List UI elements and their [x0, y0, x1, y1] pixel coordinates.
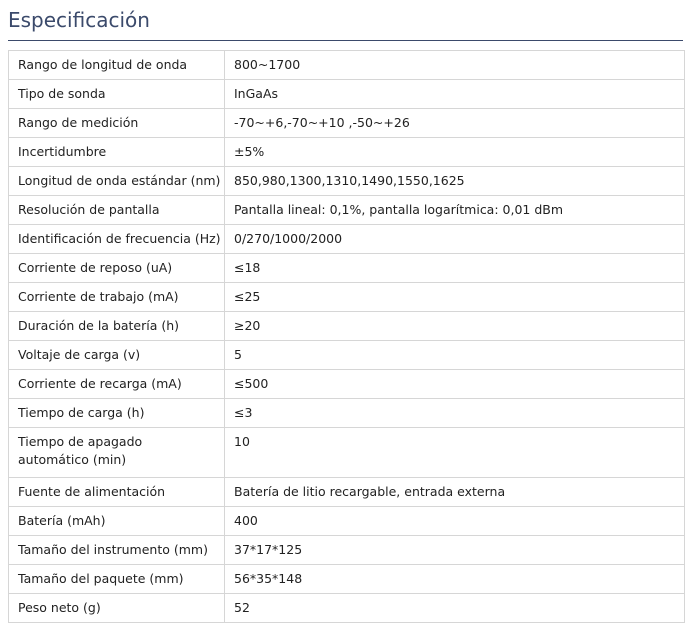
spec-value: 56*35*148 [225, 565, 685, 594]
spec-value: 800~1700 [225, 51, 685, 80]
spec-value: ≤3 [225, 399, 685, 428]
spec-value: ≤18 [225, 254, 685, 283]
table-row [9, 341, 685, 370]
spec-label: Resolución de pantalla [9, 196, 225, 225]
spec-value: 400 [225, 507, 685, 536]
table-row [9, 109, 685, 138]
spec-value: 37*17*125 [225, 536, 685, 565]
table-row [9, 254, 685, 283]
table-row [9, 167, 685, 196]
spec-value: Batería de litio recargable, entrada externa [225, 478, 685, 507]
table-row [9, 196, 685, 225]
spec-label: Corriente de recarga (mA) [9, 370, 225, 399]
spec-table [8, 50, 685, 623]
spec-value: ≤500 [225, 370, 685, 399]
spec-label: Duración de la batería (h) [9, 312, 225, 341]
table-row [9, 565, 685, 594]
table-row [9, 225, 685, 254]
spec-label: Tamaño del paquete (mm) [9, 565, 225, 594]
spec-label: Rango de longitud de onda [9, 51, 225, 80]
spec-value: 10 [225, 428, 685, 478]
spec-value: 52 [225, 594, 685, 623]
spec-label: Corriente de trabajo (mA) [9, 283, 225, 312]
table-row [9, 399, 685, 428]
spec-label: Corriente de reposo (uA) [9, 254, 225, 283]
table-row [9, 283, 685, 312]
table-row [9, 507, 685, 536]
table-row [9, 370, 685, 399]
spec-label: Incertidumbre [9, 138, 225, 167]
section-title: Especificación [8, 8, 150, 32]
spec-value: -70~+6,-70~+10 ,-50~+26 [225, 109, 685, 138]
table-row [9, 594, 685, 623]
table-row [9, 312, 685, 341]
table-row [9, 428, 685, 478]
table-row [9, 138, 685, 167]
spec-label: Identificación de frecuencia (Hz) [9, 225, 225, 254]
table-row [9, 80, 685, 109]
spec-label: Tipo de sonda [9, 80, 225, 109]
spec-value: Pantalla lineal: 0,1%, pantalla logarítmica: 0,01 dBm [225, 196, 685, 225]
spec-label: Batería (mAh) [9, 507, 225, 536]
table-row [9, 536, 685, 565]
spec-value: 0/270/1000/2000 [225, 225, 685, 254]
spec-label: Tiempo de carga (h) [9, 399, 225, 428]
spec-label: Longitud de onda estándar (nm) [9, 167, 225, 196]
spec-label: Fuente de alimentación [9, 478, 225, 507]
spec-value: 5 [225, 341, 685, 370]
spec-label: Peso neto (g) [9, 594, 225, 623]
spec-value: ≤25 [225, 283, 685, 312]
spec-value: 850,980,1300,1310,1490,1550,1625 [225, 167, 685, 196]
spec-value: ±5% [225, 138, 685, 167]
spec-label: Rango de medición [9, 109, 225, 138]
spec-value: ≥20 [225, 312, 685, 341]
spec-value: InGaAs [225, 80, 685, 109]
spec-label: Tamaño del instrumento (mm) [9, 536, 225, 565]
spec-label: Voltaje de carga (v) [9, 341, 225, 370]
table-row [9, 478, 685, 507]
table-row [9, 51, 685, 80]
title-underline [8, 40, 683, 41]
spec-label: Tiempo de apagado automático (min) [9, 428, 225, 478]
